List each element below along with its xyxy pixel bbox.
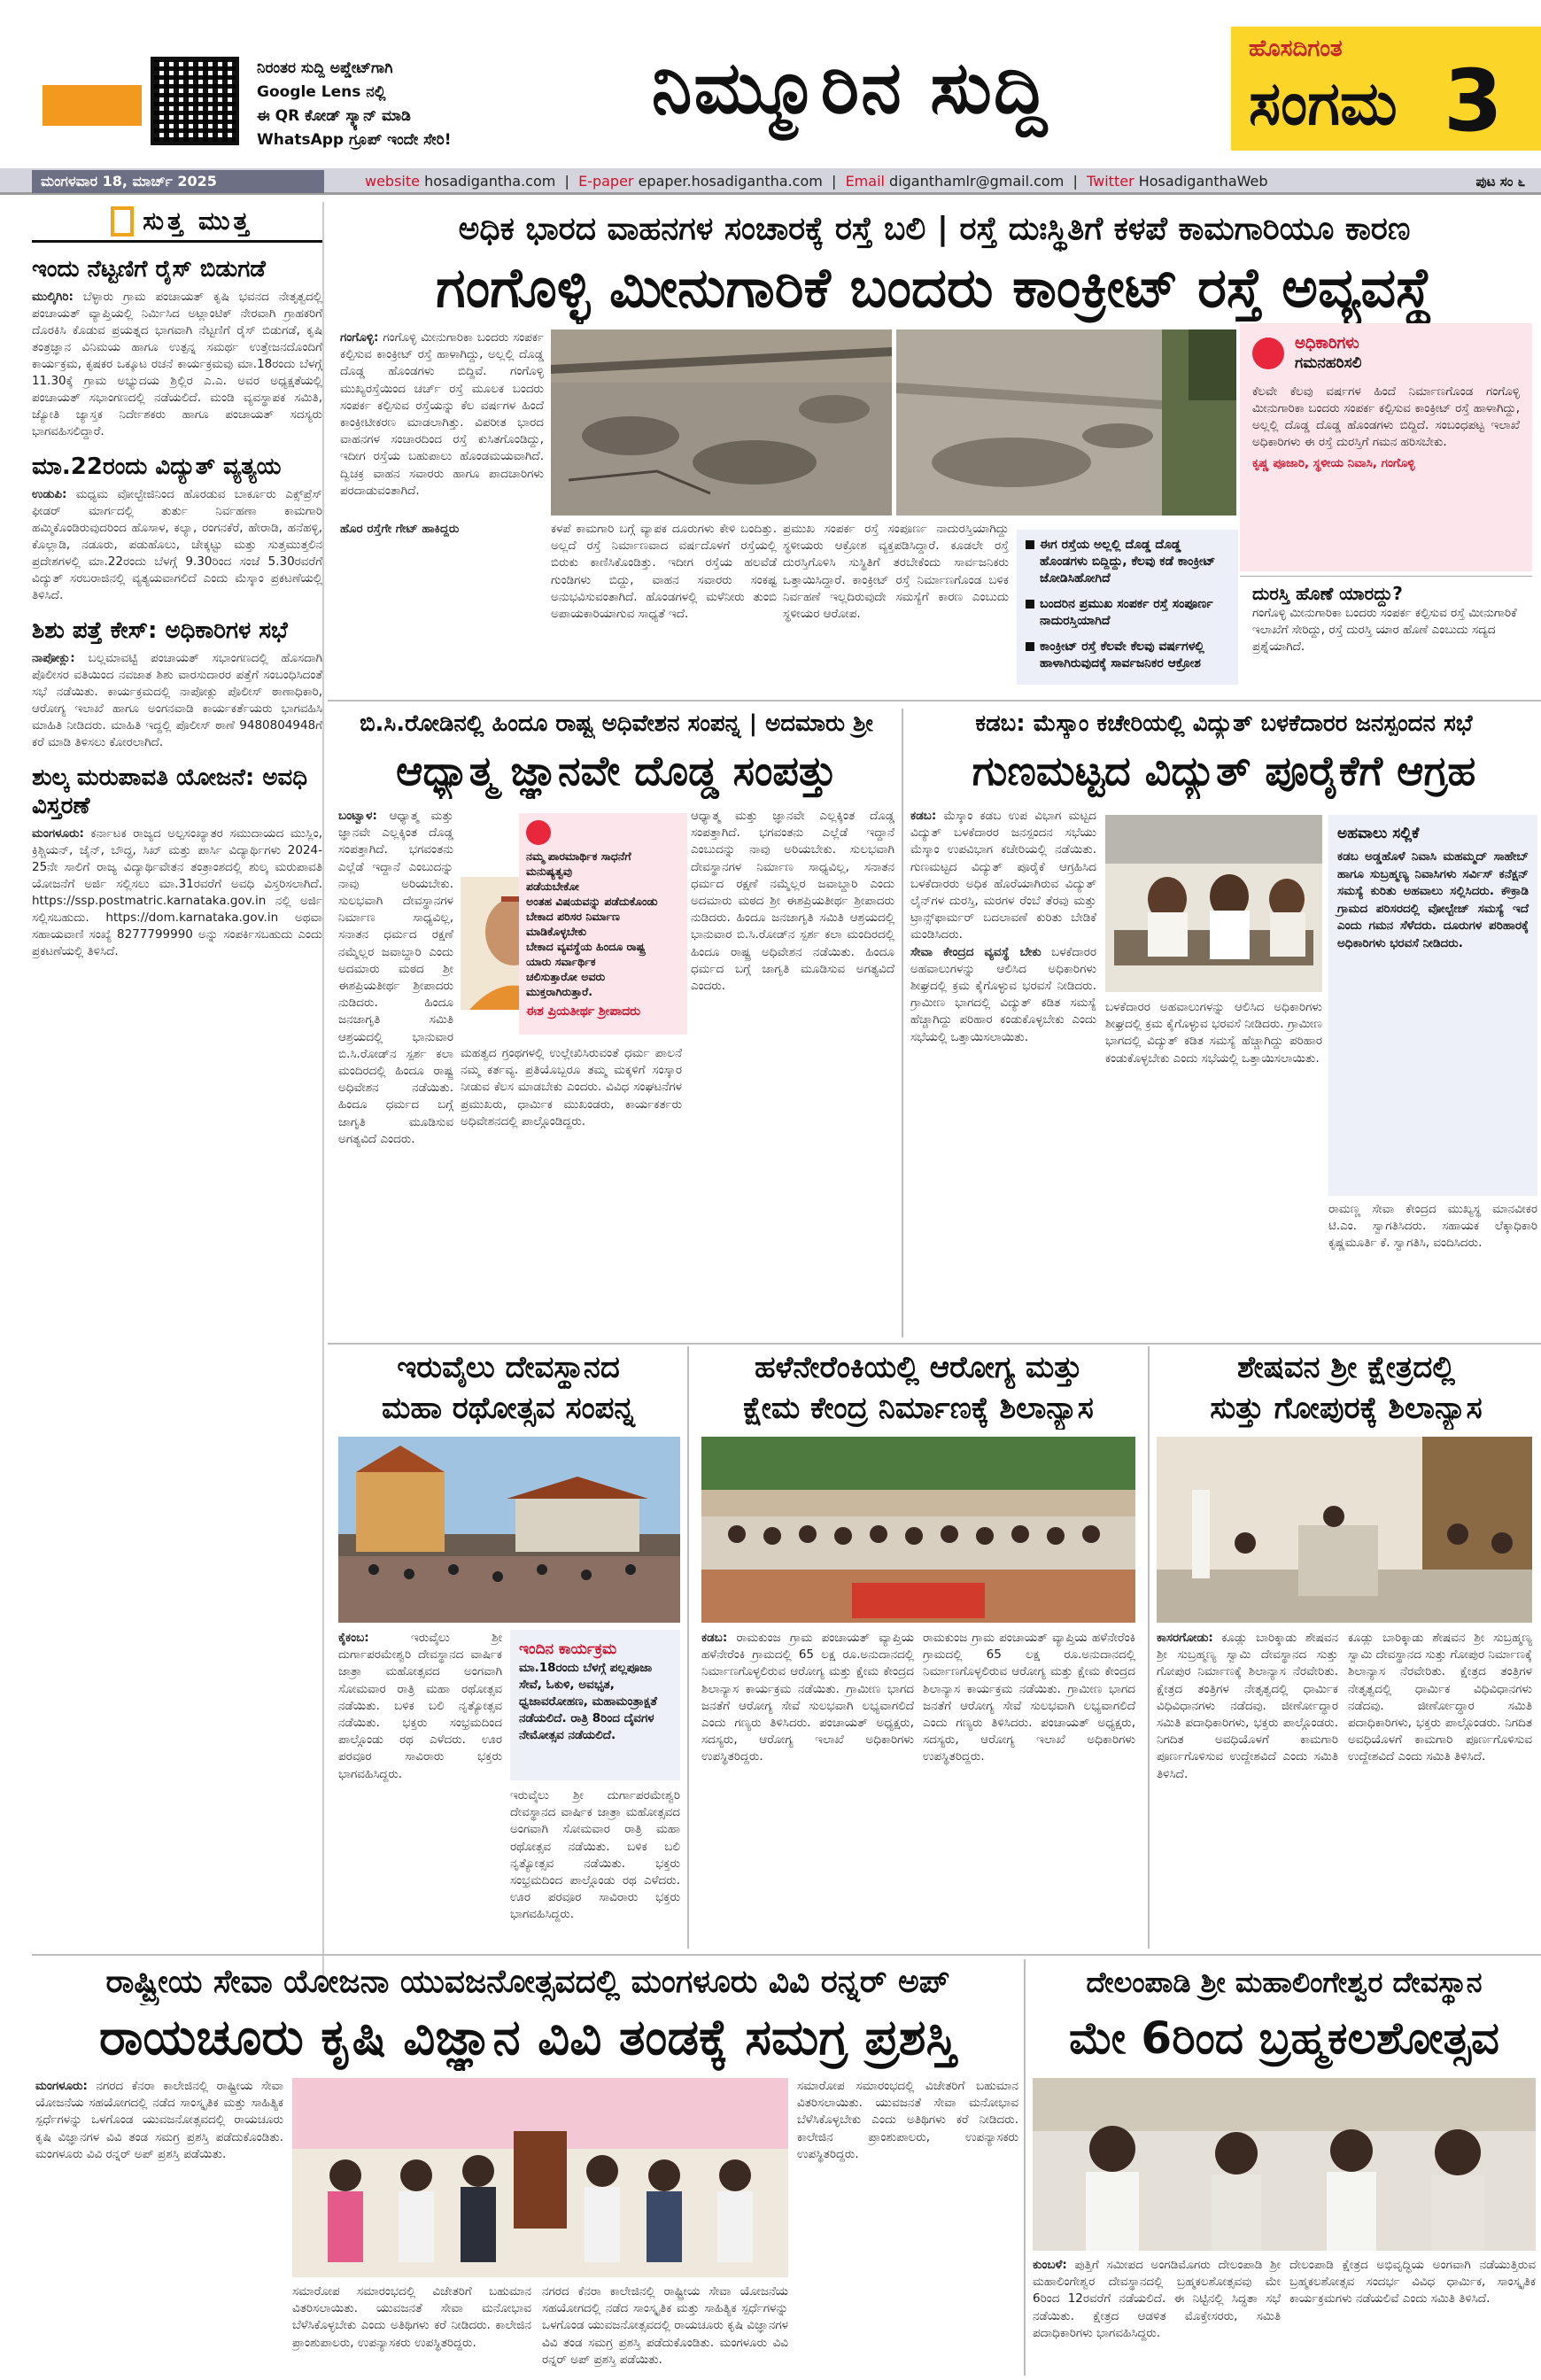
- page-number: 3: [1444, 51, 1503, 151]
- promo-line: ಈ QR ಕೋಡ್ ಸ್ಕ್ಯಾನ್ ಮಾಡಿ: [257, 107, 411, 125]
- raichur-kicker: ರಾಷ್ಟ್ರೀಯ ಸೇವಾ ಯೋಜನಾ ಯುವಜನೋತ್ಸವದಲ್ಲಿ ಮಂಗಳೂರು ವಿವಿ ರನ್ನರ್ ಅಪ್: [105, 1964, 950, 2000]
- quote-signature: ಈಶ ಪ್ರಿಯತೀರ್ಥ ಶ್ರೀಪಾದರು: [526, 1004, 641, 1019]
- seer-quote: [526, 849, 680, 999]
- section-name: ಸಂಗಮ: [1249, 69, 1398, 139]
- quote-line: ನಮ್ಮ ಪಾರಮಾರ್ಥಿಕ ಸಾಧನೆಗೆ ಮನುಷ್ಯತ್ವವು: [526, 849, 631, 878]
- complaints-title: ಅಹವಾಲು ಸಲ್ಲಿಕೆ: [1337, 825, 1420, 842]
- mescom-meeting-photo: [1105, 815, 1322, 992]
- iruvail-headline-1[interactable]: ಇರುವೈಲು ದೇವಸ್ಥಾನದ: [397, 1350, 620, 1385]
- promo-line: ನಿರಂತರ ಸುದ್ದಿ ಅಪ್ಡೇಟ್‌ಗಾಗಿ: [257, 59, 393, 77]
- raichur-column-2: ಸಮಾರೋಪ ಸಮಾರಂಭದಲ್ಲಿ ವಿಜೇತರಿಗೆ ಬಹುಮಾನ ವಿತರಿಸಲಾಯಿತು. ಯುವಜನತೆ ಸೇವಾ ಮನೋಭಾವ ಬೆಳೆಸಿಕೊಳ್ಳಬೇಕು ಎಂದು ಅತಿಥಿಗಳು ಕರೆ ನೀಡಿದರು. ಕಾಲೇಜಿನ ಪ್ರಾಂಶುಪಾಲರು, ಉಪನ್ಯಾಸಕರು ಉಪಸ್ಥಿತರಿದ್ದರು.: [292, 2284, 531, 2350]
- email-link[interactable]: diganthamlr@gmail.com: [889, 173, 1065, 190]
- bc-road-column-1: [338, 808, 453, 1339]
- quote-line: ಬೇಕಾದ ಪರಿಸರ ನಿರ್ಮಾಣ: [526, 910, 620, 923]
- officials-box-title-2: ಗಮನಹರಿಸಲಿ: [1295, 354, 1362, 372]
- left-story-body: [32, 486, 322, 604]
- masthead: [0, 0, 1541, 168]
- quote-line: ಚಲಿಸುತ್ತಾರೋ ಅವರು: [526, 970, 606, 983]
- left-story-body: [32, 650, 322, 751]
- highlight-item: ಕಾಂಕ್ರೀಟ್ ರಸ್ತೆ ಕೆಲವೇ ಕೆಲವು ವರ್ಷಗಳಲ್ಲಿ ಹಾಳಾಗಿರುವುದಕ್ಕೆ ಸಾರ್ವಜನಿಕರ ಆಕ್ರೋಶ: [1026, 639, 1229, 672]
- bc-road-column-2: ಮಹತ್ವದ ಗ್ರಂಥಗಳಲ್ಲಿ ಉಲ್ಲೇಖಿಸಿರುವಂತೆ ಧರ್ಮ ಪಾಲನೆ ನಮ್ಮ ಕರ್ತವ್ಯ. ಪ್ರತಿಯೊಬ್ಬರೂ ತಮ್ಮ ಮಕ್ಕಳಿಗೆ ಸಂಸ್ಕಾರ ನೀಡುವ ಕೆಲಸ ಮಾಡಬೇಕು ಎಂದರು. ವಿವಿಧ ಸಂಘಟನೆಗಳ ಪ್ರಮುಖರು, ಧಾರ್ಮಿಕ ಮುಖಂಡರು, ಕಾರ್ಯಕರ್ತರು ಅಧಿವೇಶನದಲ್ಲಿ ಪಾಲ್ಗೊಂಡಿದ್ದರು.: [461, 1046, 682, 1128]
- top-story-column-3: ಪ್ರಮುಖ ಸಂಪರ್ಕ ರಸ್ತೆ ಸಂಪೂರ್ಣ ನಾದುರಸ್ತಿಯಾಗಿದ್ದು ಸ್ಥಳೀಯರು ಆಕ್ರೋಶ ವ್ಯಕ್ತಪಡಿಸಿದ್ದಾರೆ. ಕೂಡಲೇ ರಸ್ತೆ ದುರಸ್ತಿಗೊಳಿಸಿ ಸುಸ್ಥಿತಿಗೆ ತರಬೇಕೆಂದು ಸಾರ್ವಜನಿಕರು ಒತ್ತಾಯಿಸಿದ್ದಾರೆ. ಕಾಂಕ್ರೀಟ್ ರಸ್ತೆ ನಿರ್ಮಾಣಗೊಂಡ ಬಳಿಕ ನಿರ್ವಹಣೆ ಇಲ್ಲದಿರುವುದೇ ಸಮಸ್ಯೆಗೆ ಕಾರಣ ಎಂಬುದು ಸ್ಥಳೀಯರ ಆರೋಪ.: [783, 522, 1009, 622]
- left-story-headline[interactable]: ಮಾ.22ರಂದು ವಿದ್ಯುತ್ ವ್ಯತ್ಯಯ: [32, 454, 282, 480]
- iruvail-headline-2[interactable]: ಮಹಾ ರಥೋತ್ಸವ ಸಂಪನ್ನ: [382, 1391, 635, 1426]
- officials-box-title: ಅಧಿಕಾರಿಗಳು: [1295, 334, 1359, 353]
- pages-tag: ಪುಟ ಸಂ ೬: [1475, 174, 1525, 190]
- divider: [1024, 1959, 1026, 2376]
- kadaba-complaints-box: [1328, 815, 1537, 1196]
- award-ceremony-photo: [292, 2078, 788, 2277]
- divider: [1148, 1346, 1150, 1949]
- whatsapp-promo: [257, 57, 487, 152]
- kadaba-subhead: ಸೇವಾ ಕೇಂದ್ರದ ವ್ಯವಸ್ಥೆ ಬೇಕು: [910, 944, 1042, 959]
- road-damage-photo-2: [896, 329, 1236, 516]
- paper-logo: ಹೊಸದಿಗಂತ: [1249, 35, 1343, 62]
- bc-road-column-3: ಆಧ್ಯಾತ್ಮ ಮತ್ತು ಜ್ಞಾನವೇ ಎಲ್ಲಕ್ಕಿಂತ ದೊಡ್ಡ ಸಂಪತ್ತಾಗಿದೆ. ಭಗವಂತನು ಎಲ್ಲೆಡೆ ಇದ್ದಾನೆ ಎಂಬುದನ್ನು ನಾವು ಅರಿಯಬೇಕು. ಸುಲಭವಾಗಿ ದೇವಸ್ಥಾನಗಳ ನಿರ್ಮಾಣ ಸಾಧ್ಯವಿಲ್ಲ, ಸನಾತನ ಧರ್ಮದ ರಕ್ಷಣೆ ನಮ್ಮೆಲ್ಲರ ಜವಾಬ್ದಾರಿ ಎಂದು ಅದಮಾರು ಮಠದ ಶ್ರೀ ಈಶಪ್ರಿಯತೀರ್ಥ ಶ್ರೀಪಾದರು ನುಡಿದರು. ಹಿಂದೂ ಜನಜಾಗೃತಿ ಸಮಿತಿ ಆಶ್ರಯದಲ್ಲಿ ಭಾನುವಾರ ಬಿ.ಸಿ.ರೋಡ್‌ನ ಸ್ಪರ್ಶ ಕಲಾ ಮಂದಿರದಲ್ಲಿ ಹಿಂದೂ ರಾಷ್ಟ್ರ ಅಧಿವೇಶನ ನಡೆಯಿತು. ಹಿಂದೂ ಧರ್ಮದ ಬಗ್ಗೆ ಜಾಗೃತಿ ಮೂಡಿಸುವ ಅಗತ್ಯವಿದೆ ಎಂದರು.: [691, 809, 894, 994]
- qr-code-icon[interactable]: [151, 57, 239, 145]
- twitter-link[interactable]: HosadiganthaWeb: [1138, 173, 1268, 190]
- temple-foundation-photo: [1157, 1437, 1532, 1623]
- top-story-column-1b: [340, 521, 544, 689]
- twitter-label: Twitter: [1087, 173, 1134, 190]
- kadaba-footer: ರಾಮಣ್ಣ ಸೇವಾ ಕೇಂದ್ರದ ಮುಖ್ಯಸ್ಥ ಮಾನವೀಕರ ಟಿ.ಎಂ. ಸ್ವಾಗತಿಸಿದರು. ಸಹಾಯಕ ಲೆಕ್ಕಾಧಿಕಾರಿ ಕೃಷ್ಣಮೂರ್ತಿ ಕೆ. ಸ್ವಾಗತಿಸಿ, ವಂದಿಸಿದರು.: [1328, 1202, 1537, 1251]
- divider: [687, 1346, 689, 1949]
- quote-dot-icon: [526, 820, 551, 845]
- promo-line: Google Lens ನಲ್ಲಿ: [257, 83, 386, 101]
- inline-subhead: ಹೊರ ರಸ್ತೆಗೇ ಗೇಟ್ ಹಾಕಿದ್ದರು: [340, 522, 460, 536]
- story-text: ರಾಮಕುಂಜ ಗ್ರಾಮ ಪಂಚಾಯತ್ ವ್ಯಾಪ್ತಿಯ ಹಳೆನೇರೆಂಕಿ ಗ್ರಾಮದಲ್ಲಿ 65 ಲಕ್ಷ ರೂ.ಅನುದಾನದಲ್ಲಿ ನಿರ್ಮಾಣಗೊಳ್ಳಲಿರುವ ಆರೋಗ್ಯ ಮತ್ತು ಕ್ಷೇಮ ಕೇಂದ್ರದ ಶಿಲಾನ್ಯಾಸ ಕಾರ್ಯಕ್ರಮ ನಡೆಯಿತು. ಗ್ರಾಮೀಣ ಭಾಗದ ಜನತೆಗೆ ಆರೋಗ್ಯ ಸೇವೆ ಸುಲಭವಾಗಿ ಲಭ್ಯವಾಗಲಿದೆ ಎಂದು ಗಣ್ಯರು ತಿಳಿಸಿದರು. ಪಂಚಾಯತ್ ಅಧ್ಯಕ್ಷರು, ಸದಸ್ಯರು, ಆರೋಗ್ಯ ಇಲಾಖೆ ಅಧಿಕಾರಿಗಳು ಉಪಸ್ಥಿತರಿದ್ದರು.: [701, 1631, 914, 1764]
- raichur-column-3: ನಗರದ ಕೆನರಾ ಕಾಲೇಜಿನಲ್ಲಿ ರಾಷ್ಟ್ರೀಯ ಸೇವಾ ಯೋಜನೆಯ ಸಹಯೋಗದಲ್ಲಿ ನಡೆದ ಸಾಂಸ್ಕೃತಿಕ ಮತ್ತು ಸಾಹಿತ್ಯಿಕ ಸ್ಪರ್ಧೆಗಳನ್ನು ಒಳಗೊಂಡ ಯುವಜನೋತ್ಸವದಲ್ಲಿ ರಾಯಚೂರು ಕೃಷಿ ವಿಜ್ಞಾನಗಳ ವಿವಿ ತಂಡ ಸಮಗ್ರ ಪ್ರಶಸ್ತಿ ಪಡೆದುಕೊಂಡಿತು. ಮಂಗಳೂರು ವಿವಿ ರನ್ನರ್ ಅಪ್ ಪ್ರಶಸ್ತಿ ಪಡೆಯಿತು.: [542, 2284, 788, 2367]
- officials-box-body: ಕೆಲವೇ ಕೆಲವು ವರ್ಷಗಳ ಹಿಂದೆ ನಿರ್ಮಾಣಗೊಂಡ ಗಂಗೊಳ್ಳಿ ಮೀನುಗಾರಿಕಾ ಬಂದರು ಸಂಪರ್ಕ ಕಲ್ಪಿಸುವ ಕಾಂಕ್ರೀಟ್ ರಸ್ತೆ ಹಾಳಾಗಿದ್ದು, ಅಲ್ಲಲ್ಲಿ ದೊಡ್ಡ ದೊಡ್ಡ ಹೊಂಡಗಳು ಬಿದ್ದಿದೆ. ಸಂಬಂಧಪಟ್ಟ ಇಲಾಖೆ ಅಧಿಕಾರಿಗಳು ಈ ರಸ್ತೆ ದುರಸ್ತಿಗೆ ಗಮನ ಹರಿಸಬೇಕು.: [1252, 384, 1520, 449]
- column-header: [32, 202, 322, 243]
- dateline: ಕಡಬ:: [910, 809, 937, 823]
- divider: [328, 1343, 1541, 1345]
- temple-committee-photo: [1033, 2078, 1536, 2251]
- dateline: ಕೈಕಂಬ:: [338, 1631, 369, 1645]
- left-story-headline[interactable]: ಶುಲ್ಕ ಮರುಪಾವತಿ ಯೋಜನೆ: ಅವಧಿ ವಿಸ್ತರಣೆ: [32, 764, 307, 819]
- question-head: ದುರಸ್ತಿ ಹೊಣೆ ಯಾರದ್ದು?: [1252, 583, 1403, 604]
- left-story-body: [32, 826, 322, 960]
- delampadi-kicker: ದೇಲಂಪಾಡಿ ಶ್ರೀ ಮಹಾಲಿಂಗೇಶ್ವರ ದೇವಸ್ಥಾನ: [1086, 1965, 1483, 1999]
- left-story-headline[interactable]: ಇಂದು ನೆಟ್ಟಣಿಗೆ ರೈಸ್ ಬಿಡುಗಡೆ: [32, 256, 266, 283]
- dateline: ಕಾಸರಗೋಡು:: [1157, 1631, 1213, 1645]
- sheshavana-column-1: [1157, 1630, 1338, 1949]
- highlight-item: ಬಂದರಿನ ಪ್ರಮುಖ ಸಂಪರ್ಕ ರಸ್ತೆ ಸಂಪೂರ್ಣ ನಾದುರಸ್ತಿಯಾಗಿದೆ: [1026, 596, 1229, 630]
- story-text: ಬಲ್ಲಮಾವಟ್ಟಿ ಪಂಚಾಯತ್ ಸಭಾಂಗಣದಲ್ಲಿ ಹೊಸದಾಗಿ ಪೊಲೀಸರ ವತಿಯಿಂದ ನವಜಾತ ಶಿಶು ವಾರಸುದಾರರ ಪತ್ತೆಗೆ ಸಂಬಂಧಿಸಿದಂತೆ ಸಭೆ ನಡೆಯಿತು. ಕಾರ್ಯಕ್ರಮದಲ್ಲಿ ನಾಪೋಕ್ಲು ಪೊಲೀಸ್ ಠಾಣಾಧಿಕಾರಿ, ಆರೋಗ್ಯ ಇಲಾಖೆ ಹಾಗೂ ಅಂಗನವಾಡಿ ಕಾರ್ಯಕರ್ತೆಯರು ಭಾಗವಹಿಸಿ ಮಾಹಿತಿ ನೀಡಿದರು. ಮಾಹಿತಿ ಇದ್ದಲ್ಲಿ ಪೊಲೀಸ್ ಠಾಣೆ 9480804948ಗೆ ಕರೆ ಮಾಡಿ ತಿಳಿಸಲು ಕೋರಲಾಗಿದೆ.: [32, 651, 322, 749]
- story-text: ಕರ್ನಾಟಕ ರಾಜ್ಯದ ಅಲ್ಪಸಂಖ್ಯಾತರ ಸಮುದಾಯದ ಮುಸ್ಲಿಂ, ಕ್ರಿಶ್ಚಿಯನ್, ಜೈನ್, ಬೌದ್ಧ, ಸಿಖ್ ಮತ್ತು ಪಾರ್ಸಿ ವಿದ್ಯಾರ್ಥಿಗಳು 2024-25ನೇ ಸಾಲಿಗೆ ರಾಜ್ಯ ವಿದ್ಯಾರ್ಥಿವೇತನ ತಂತ್ರಾಂಶದಲ್ಲಿ ಶುಲ್ಕ ಮರುಪಾವತಿ ಯೋಜನೆಗೆ ಅರ್ಜಿ ಸಲ್ಲಿಸಲು ಮಾ.31ರವರೆಗೆ ಅವಧಿ ವಿಸ್ತರಿಸಲಾಗಿದೆ. https://ssp.postmatric.karnataka.gov.in ನಲ್ಲಿ ಅರ್ಜಿ ಸಲ್ಲಿಸಬಹುದು. https://dom.karnataka.gov.in ಅಥವಾ ಸಹಾಯವಾಣಿ ಸಂಖ್ಯೆ 8277799990 ಅನ್ನು ಸಂಪರ್ಕಿಸಬಹುದು ಎಂದು ಪ್ರಕಟಣೆಯಲ್ಲಿ ತಿಳಿಸಿದೆ.: [32, 826, 322, 958]
- promo-line: WhatsApp ಗ್ರೂಪ್ ಇಂದೇ ಸೇರಿ!: [257, 131, 452, 149]
- column-header-label: ಸುತ್ತ ಮುತ್ತ: [143, 205, 252, 236]
- epaper-label: E-paper: [578, 173, 634, 190]
- officials-box-signature: ಕೃಷ್ಣ ಪೂಜಾರಿ, ಸ್ಥಳೀಯ ನಿವಾಸಿ, ಗಂಗೊಳ್ಳಿ: [1252, 456, 1415, 470]
- website-link[interactable]: hosadigantha.com: [424, 173, 556, 190]
- highlight-item: ಈಗ ರಸ್ತೆಯ ಅಲ್ಲಲ್ಲಿ ದೊಡ್ಡ ದೊಡ್ಡ ಹೊಂಡಗಳು ಬಿದ್ದಿದ್ದು, ಕೆಲವು ಕಡೆ ಕಾಂಕ್ರೀಟ್ ಜೋಡಿಸಿಹೋಗಿದೆ: [1026, 537, 1229, 587]
- story-text: ಆಧ್ಯಾತ್ಮ ಮತ್ತು ಜ್ಞಾನವೇ ಎಲ್ಲಕ್ಕಿಂತ ದೊಡ್ಡ ಸಂಪತ್ತಾಗಿದೆ. ಭಗವಂತನು ಎಲ್ಲೆಡೆ ಇದ್ದಾನೆ ಎಂಬುದನ್ನು ನಾವು ಅರಿಯಬೇಕು. ಸುಲಭವಾಗಿ ದೇವಸ್ಥಾನಗಳ ನಿರ್ಮಾಣ ಸಾಧ್ಯವಿಲ್ಲ, ಸನಾತನ ಧರ್ಮದ ರಕ್ಷಣೆ ನಮ್ಮೆಲ್ಲರ ಜವಾಬ್ದಾರಿ ಎಂದು ಅದಮಾರು ಮಠದ ಶ್ರೀ ಈಶಪ್ರಿಯತೀರ್ಥ ಶ್ರೀಪಾದರು ನುಡಿದರು. ಹಿಂದೂ ಜನಜಾಗೃತಿ ಸಮಿತಿ ಆಶ್ರಯದಲ್ಲಿ ಭಾನುವಾರ ಬಿ.ಸಿ.ರೋಡ್‌ನ ಸ್ಪರ್ಶ ಕಲಾ ಮಂದಿರದಲ್ಲಿ ಹಿಂದೂ ರಾಷ್ಟ್ರ ಅಧಿವೇಶನ ನಡೆಯಿತು. ಹಿಂದೂ ಧರ್ಮದ ಬಗ್ಗೆ ಜಾಗೃತಿ ಮೂಡಿಸುವ ಅಗತ್ಯವಿದೆ ಎಂದರು.: [338, 809, 453, 1146]
- delampadi-column-1: [1033, 2257, 1281, 2372]
- orange-accent-bar: [43, 85, 142, 126]
- officials-attention-box: [1240, 323, 1532, 571]
- contact-links: website hosadigantha.com | E-paper epaper.hosadigantha.com | Email diganthamlr@gmail.com | Twitter HosadiganthaWeb: [365, 173, 1268, 190]
- story-text: ನಗರದ ಕೆನರಾ ಕಾಲೇಜಿನಲ್ಲಿ ರಾಷ್ಟ್ರೀಯ ಸೇವಾ ಯೋಜನೆಯ ಸಹಯೋಗದಲ್ಲಿ ನಡೆದ ಸಾಂಸ್ಕೃತಿಕ ಮತ್ತು ಸಾಹಿತ್ಯಿಕ ಸ್ಪರ್ಧೆಗಳನ್ನು ಒಳಗೊಂಡ ಯುವಜನೋತ್ಸವದಲ್ಲಿ ರಾಯಚೂರು ಕೃಷಿ ವಿಜ್ಞಾನಗಳ ವಿವಿ ತಂಡ ಸಮಗ್ರ ಪ್ರಶಸ್ತಿ ಪಡೆದುಕೊಂಡಿತು. ಮಂಗಳೂರು ವಿವಿ ರನ್ನರ್ ಅಪ್ ಪ್ರಶಸ್ತಿ ಪಡೆಯಿತು.: [35, 2079, 283, 2161]
- quote-line: ಅಂತಹ ವಿಷಯವನ್ನು ಪಡೆದುಕೊಂಡು: [526, 895, 658, 908]
- left-story-body: [32, 289, 322, 440]
- halenerenki-column-1: [701, 1630, 914, 1949]
- story-text: ಮಧ್ಯಮ ವೋಲ್ಟೇಜಿನಿಂದ ಹೊರಡುವ ಬಾರ್ಕೂರು ಎಕ್ಸ್‌ಪ್ರೆಸ್ ಫೀಡರ್ ಮಾರ್ಗದಲ್ಲಿ ತುರ್ತು ನಿರ್ವಹಣಾ ಕಾಮಗಾರಿ ಹಮ್ಮಿಕೊಂಡಿರುವುದರಿಂದ ಹೊಸಾಳ, ಕಲ್ಯಾ, ರಂಗನಕೆರೆ, ಹೇರಾಡಿ, ಹನೆಹಳ್ಳಿ, ಕೊಲ್ಲಾಡಿ, ನಡೂರು, ಪಡುಹೊಲು, ಚೇಕ್ಕಟ್ಟು ಮತ್ತು ಸುತ್ತಮುತ್ತಲಿನ ಪ್ರದೇಶಗಳಲ್ಲಿ ಮಾ.22ರಂದು ಬೆಳಗ್ಗೆ 9.30ರಿಂದ ಸಂಜೆ 5.30ರವರೆಗೆ ವಿದ್ಯುತ್ ಸರಬರಾಜಿನಲ್ಲಿ ವ್ಯತ್ಯಯವಾಗಲಿದೆ ಎಂದು ಮೆಸ್ಕಾಂ ಪ್ರಕಟಣೆಯಲ್ಲಿ ತಿಳಿಸಿದೆ.: [32, 487, 323, 602]
- dateline: ಕುಂಬಳೆ:: [1033, 2258, 1067, 2272]
- quote-line: ಯಾರು ಸರ್ವಾರ್ಥಿಕ: [526, 955, 596, 968]
- delampadi-column-2: ದೇಲಂಪಾಡಿ ಕ್ಷೇತ್ರದ ಅಭಿವೃದ್ಧಿಯ ಅಂಗವಾಗಿ ನಡೆಯುತ್ತಿರುವ ಬ್ರಹ್ಮಕಲಶೋತ್ಸವ ಸಂದರ್ಭ ವಿವಿಧ ಧಾರ್ಮಿಕ, ಸಾಂಸ್ಕೃತಿಕ ಕಾರ್ಯಕ್ರಮಗಳು ನಡೆಯಲಿವೆ ಎಂದು ಸಮಿತಿ ತಿಳಿಸಿದೆ.: [1289, 2258, 1536, 2306]
- kadaba-headline[interactable]: ಗುಣಮಟ್ಟದ ವಿದ್ಯುತ್ ಪೂರೈಕೆಗೆ ಆಗ್ರಹ: [972, 747, 1476, 795]
- quote-line: ಮುಕ್ತರಾಗಿರುತ್ತಾರೆ.: [526, 985, 592, 998]
- raichur-headline[interactable]: ರಾಯಚೂರು ಕೃಷಿ ವಿಜ್ಞಾನ ವಿವಿ ತಂಡಕ್ಕೆ ಸಮಗ್ರ ಪ್ರಶಸ್ತಿ: [99, 2009, 956, 2066]
- story-text: ಮೆಸ್ಕಾಂ ಕಡಬ ಉಪ ವಿಭಾಗ ಮಟ್ಟದ ವಿದ್ಯುತ್ ಬಳಕೆದಾರರ ಜನಸ್ಪಂದನ ಸಭೆಯು ಮೆಸ್ಕಾಂ ಉಪವಿಭಾಗ ಕಚೇರಿಯಲ್ಲಿ ನಡೆಯಿತು. ಗುಣಮಟ್ಟದ ವಿದ್ಯುತ್ ಪೂರೈಕೆ ಆಗ್ರಹಿಸಿದ ಬಳಕೆದಾರರು ಅಧಿಕ ಹೊರೆಯಾಗಿರುವ ವಿದ್ಯುತ್ ಲೈನ್‌ಗಳ ದುರಸ್ತಿ, ಮರಗಳ ರೆಂಬೆ ತೆರವು ಮತ್ತು ಟ್ರಾನ್ಸ್‌ಫಾರ್ಮರ್ ಬದಲಾವಣೆ ಕುರಿತು ಬೇಡಿಕೆ ಮಂಡಿಸಿದರು.: [910, 809, 1096, 942]
- left-column: [32, 202, 324, 1982]
- story-text: ಬೆಳ್ಳಾರು ಗ್ರಾಮ ಪಂಚಾಯತ್ ಕೃಷಿ ಭವನದ ನೇತೃತ್ವದಲ್ಲಿ ಪಂಚಾಯತ್ ವ್ಯಾಪ್ತಿಯಲ್ಲಿ ನಿರ್ಮಿಸಿದ ಅಟ್ಲಾಂಟಿಕ್ ನೇರವಾಗಿ ಗ್ರಾಹಕರಿಗೆ ದೊರಕಿಸಿ ಕೊಡುವ ಪ್ರಯತ್ನದ ಭಾಗವಾಗಿ ನೆಟ್ಟಣಿಗೆ ರೈಸ್ ಬಿಡುಗಡೆ, ಕೃಷಿ ತಂತ್ರಜ್ಞಾನ ವಿನಿಮಯ ಹಾಗೂ ಉತ್ಪನ್ನ ಸಮರ್ಥ ಉತ್ತೇಜನದೊಂದಿಗೆ ಕಾರ್ಯಕ್ರಮ, ಕೃಷಕರ ಒಕ್ಕೂಟ ರಚನೆ ಕಾರ್ಯಕ್ರಮವು ಮಾ.18ರಂದು ಬೆಳಗ್ಗೆ 11.30ಕ್ಕೆ ಗ್ರಾಮ ಅಭ್ಯುದಯ ಶ್ರಿಲ್ಲಿರ ಎ.ಎ. ಅವರ ಅಧ್ಯಕ್ಷತೆಯಲ್ಲಿ ಪಂಚಾಯತ್ ಸಭಾಂಗಣದಲ್ಲಿ ನಡೆಯಲಿದೆ. ಮಂಡಿ ವ್ಯವಸ್ಥಾಪಕ ಸಮಿತಿ, ಜ್ಯೋತಿ ಜ್ಯಾಸ್ತಕ ನಿರ್ದೇಶಕರು ಹಾಗೂ ಪಂಚಾಯತ್ ಸದಸ್ಯರು ಭಾಗವಹಿಸಲಿದ್ದಾರೆ.: [32, 290, 323, 438]
- delampadi-headline[interactable]: ಮೇ 6ರಿಂದ ಬ್ರಹ್ಮಕಲಶೋತ್ಸವ: [1069, 2012, 1499, 2064]
- dateline: ಕಡಬ:: [701, 1631, 728, 1645]
- email-label: Email: [845, 173, 885, 190]
- website-label: website: [365, 173, 420, 190]
- quote-line: ಪಡೆಯಬೇಕೋ: [526, 880, 579, 893]
- dateline: ಮುಲ್ಕಿಗಿರಿ:: [32, 290, 74, 304]
- todays-events-box: [510, 1630, 680, 1780]
- divider: [902, 709, 903, 1337]
- seer-quote-box: [519, 813, 687, 1035]
- halenerenki-headline-2[interactable]: ಕ್ಷೇಮ ಕೇಂದ್ರ ನಿರ್ಮಾಣಕ್ಕೆ ಶಿಲಾನ್ಯಾಸ: [743, 1391, 1094, 1426]
- top-story-headline[interactable]: ಗಂಗೊಳ್ಳಿ ಮೀನುಗಾರಿಕೆ ಬಂದರು ಕಾಂಕ್ರೀಟ್ ರಸ್ತೆ ಅವ್ಯವಸ್ಥೆ: [436, 255, 1433, 320]
- events-body: ಮಾ.18ರಂದು ಬೆಳಗ್ಗೆ ಪಲ್ಲಪೂಜಾ ಸೇವೆ, ಓಕುಳಿ, ಅವಭೃತ, ಧ್ವಜಾವರೋಹಣ, ಮಹಾಮಂತ್ರಾಕ್ಷತೆ ನಡೆಯಲಿದೆ. ರಾತ್ರಿ 8ರಿಂದ ದೈವಗಳ ನೇಮೋತ್ಸವ ನಡೆಯಲಿದೆ.: [519, 1661, 657, 1742]
- sheshavana-headline-1[interactable]: ಶೇಷವನ ಶ್ರೀ ಕ್ಷೇತ್ರದಲ್ಲಿ: [1236, 1350, 1456, 1385]
- dateline: ಮಂಗಳೂರು:: [35, 2079, 88, 2093]
- sheshavana-headline-2[interactable]: ಸುತ್ತು ಗೋಪುರಕ್ಕೆ ಶಿಲಾನ್ಯಾಸ: [1210, 1391, 1483, 1426]
- story-text: ಗಂಗೊಳ್ಳಿ ಮೀನುಗಾರಿಕಾ ಬಂದರು ಸಂಪರ್ಕ ಕಲ್ಪಿಸುವ ಕಾಂಕ್ರೀಟ್ ರಸ್ತೆ ಹಾಳಾಗಿದ್ದು, ಅಲ್ಲಲ್ಲಿ ದೊಡ್ಡ ದೊಡ್ಡ ಹೊಂಡಗಳು ಬಿದ್ದಿವೆ. ಗಂಗೊಳ್ಳಿ ಮುಖ್ಯರಸ್ತೆಯಿಂದ ಚರ್ಚ್ ರಸ್ತೆ ಮೂಲಕ ಬಂದರು ಸಂಪರ್ಕ ಕಲ್ಪಿಸುವ ರಸ್ತೆಯನ್ನು ಕೆಲ ವರ್ಷಗಳ ಹಿಂದೆ ಕಾಂಕ್ರೀಟೀಕರಣ ಮಾಡಲಾಗಿತ್ತು. ವಿಪರೀತ ಭಾರದ ವಾಹನಗಳ ಸಂಚಾರದಿಂದ ರಸ್ತೆ ಕುಸಿತಗೊಂಡಿದ್ದು, ಇದೀಗ ರಸ್ತೆಯ ಬಹುಪಾಲು ಹೊಂಡಮಯವಾಗಿದೆ. ದ್ವಿಚಕ್ರ ವಾಹನ ಸವಾರರು ಹಾಗೂ ಪಾದಚಾರಿಗಳು ಪರದಾಡುವಂತಾಗಿದೆ.: [340, 330, 544, 498]
- top-story-highlights: [1017, 530, 1238, 685]
- events-title: ಇಂದಿನ ಕಾರ್ಯಕ್ರಮ: [519, 1640, 617, 1658]
- halenerenki-headline-1[interactable]: ಹಳೆನೇರೆಂಕಿಯಲ್ಲಿ ಆರೋಗ್ಯ ಮತ್ತು: [755, 1350, 1082, 1385]
- question-body: ಗಂಗೊಳ್ಳಿ ಮೀನುಗಾರಿಕಾ ಬಂದರು ಸಂಪರ್ಕ ಕಲ್ಪಿಸುವ ರಸ್ತೆ ಮೀನುಗಾರಿಕೆ ಇಲಾಖೆಗೆ ಸೇರಿದ್ದು, ರಸ್ತೆ ದುರಸ್ತಿ ಯಾರ ಹೊಣೆ ಎಂಬುದು ಸದ್ಯದ ಪ್ರಶ್ನೆಯಾಗಿದೆ.: [1252, 606, 1517, 654]
- left-story-headline[interactable]: ಶಿಶು ಪತ್ತೆ ಕೇಸ್: ಅಧಿಕಾರಿಗಳ ಸಭೆ: [32, 617, 288, 644]
- road-damage-photo-1: [551, 329, 892, 516]
- quote-line: ಬೇಕಾದ ವ್ಯವಸ್ಥೆಯ ಹಿಂದೂ ರಾಷ್ಟ್ರ: [526, 940, 646, 953]
- dateline: ಬಂಟ್ವಾಳ:: [338, 809, 377, 823]
- page-brand-title: ನಿಮ್ಮೂರಿನ ಸುದ್ದಿ: [651, 46, 1049, 130]
- divider: [328, 700, 1541, 702]
- bc-road-kicker: ಬಿ.ಸಿ.ರೋಡಿನಲ್ಲಿ ಹಿಂದೂ ರಾಷ್ಟ್ರ ಅಧಿವೇಶನ ಸಂಪನ್ನ | ಅದಮಾರು ಶ್ರೀ: [360, 710, 873, 737]
- epaper-link[interactable]: epaper.hosadigantha.com: [638, 173, 823, 190]
- dateline: ಮಂಗಳೂರು:: [32, 826, 84, 841]
- brand-dot-icon: [1252, 337, 1284, 369]
- complaints-body: ಕಡಬ ಅಡ್ಡಹೊಳೆ ನಿವಾಸಿ ಮಹಮ್ಮದ್ ಸಾಹೇಬ್ ಹಾಗೂ ಸುಬ್ರಹ್ಮಣ್ಯ ನಿವಾಸಿಗಳು ಸರ್ವಿಸ್ ಕನೆಕ್ಷನ್ ಸಮಸ್ಯೆ ಕುರಿತು ಅಹವಾಲು ಸಲ್ಲಿಸಿದರು. ಕೌಕ್ರಾಡಿ ಗ್ರಾಮದ ಪರಿಸರದಲ್ಲಿ ವೋಲ್ಟೇಜ್ ಸಮಸ್ಯೆ ಇದೆ ಎಂದು ಗಮನ ಸೆಳೆದರು. ದೂರುಗಳ ಪರಿಹಾರಕ್ಕೆ ಅಧಿಕಾರಿಗಳು ಭರವಸೆ ನೀಡಿದರು.: [1337, 849, 1529, 950]
- repair-responsibility-box: [1240, 576, 1532, 682]
- bc-road-headline[interactable]: ಆಧ್ಯಾತ್ಮ ಜ್ಞಾನವೇ ದೊಡ್ಡ ಸಂಪತ್ತು: [396, 747, 837, 795]
- issue-date: ಮಂಗಳವಾರ 18, ಮಾರ್ಚ್ 2025: [32, 170, 324, 193]
- story-text: ಕೂಡ್ಲು ಬಾರಿಕ್ಕಾಡು ಶೇಷವನ ಶ್ರೀ ಸುಬ್ರಹ್ಮಣ್ಯ ಸ್ವಾಮಿ ದೇವಸ್ಥಾನದ ಸುತ್ತು ಗೋಪುರ ನಿರ್ಮಾಣಕ್ಕೆ ಶಿಲಾನ್ಯಾಸ ನೆರವೇರಿತು. ಕ್ಷೇತ್ರದ ತಂತ್ರಿಗಳ ನೇತೃತ್ವದಲ್ಲಿ ಧಾರ್ಮಿಕ ವಿಧಿವಿಧಾನಗಳು ನಡೆದವು. ಜೀರ್ಣೋದ್ಧಾರ ಸಮಿತಿ ಪದಾಧಿಕಾರಿಗಳು, ಭಕ್ತರು ಪಾಲ್ಗೊಂಡರು. ನಿಗದಿತ ಅವಧಿಯೊಳಗೆ ಕಾಮಗಾರಿ ಪೂರ್ಣಗೊಳಿಸುವ ಉದ್ದೇಶವಿದೆ ಎಂದು ಸಮಿತಿ ತಿಳಿಸಿದೆ.: [1157, 1631, 1338, 1781]
- story-text: ಬಳಕೆದಾರರ ಅಹವಾಲುಗಳನ್ನು ಆಲಿಸಿದ ಅಧಿಕಾರಿಗಳು ಶೀಘ್ರದಲ್ಲಿ ಕ್ರಮ ಕೈಗೊಳ್ಳುವ ಭರವಸೆ ನೀಡಿದರು. ಗ್ರಾಮೀಣ ಭಾಗದಲ್ಲಿ ವಿದ್ಯುತ್ ಕಡಿತ ಸಮಸ್ಯೆ ಹೆಚ್ಚಾಗಿದ್ದು ಪರಿಹಾರ ಕಂಡುಕೊಳ್ಳಬೇಕು ಎಂದು ಸಭೆಯಲ್ಲಿ ಒತ್ತಾಯಿಸಲಾಯಿತು.: [910, 944, 1096, 1044]
- raichur-column-1: [35, 2078, 283, 2370]
- divider: [32, 1954, 1541, 1956]
- halenerenki-column-2: ರಾಮಕುಂಜ ಗ್ರಾಮ ಪಂಚಾಯತ್ ವ್ಯಾಪ್ತಿಯ ಹಳೆನೇರೆಂಕಿ ಗ್ರಾಮದಲ್ಲಿ 65 ಲಕ್ಷ ರೂ.ಅನುದಾನದಲ್ಲಿ ನಿರ್ಮಾಣಗೊಳ್ಳಲಿರುವ ಆರೋಗ್ಯ ಮತ್ತು ಕ್ಷೇಮ ಕೇಂದ್ರದ ಶಿಲಾನ್ಯಾಸ ಕಾರ್ಯಕ್ರಮ ನಡೆಯಿತು. ಗ್ರಾಮೀಣ ಭಾಗದ ಜನತೆಗೆ ಆರೋಗ್ಯ ಸೇವೆ ಸುಲಭವಾಗಿ ಲಭ್ಯವಾಗಲಿದೆ ಎಂದು ಗಣ್ಯರು ತಿಳಿಸಿದರು. ಪಂಚಾಯತ್ ಅಧ್ಯಕ್ಷರು, ಸದಸ್ಯರು, ಆರೋಗ್ಯ ಇಲಾಖೆ ಅಧಿಕಾರಿಗಳು ಉಪಸ್ಥಿತರಿದ್ದರು.: [923, 1631, 1135, 1764]
- kadaba-kicker: ಕಡಬ: ಮೆಸ್ಕಾಂ ಕಚೇರಿಯಲ್ಲಿ ವಿದ್ಯುತ್ ಬಳಕೆದಾರರ ಜನಸ್ಪಂದನ ಸಭೆ: [975, 710, 1473, 737]
- quote-line: ಮಾಡಿಕೊಳ್ಳಬೇಕು: [526, 925, 587, 938]
- sheshavana-column-2: ಕೂಡ್ಲು ಬಾರಿಕ್ಕಾಡು ಶೇಷವನ ಶ್ರೀ ಸುಬ್ರಹ್ಮಣ್ಯ ಸ್ವಾಮಿ ದೇವಸ್ಥಾನದ ಸುತ್ತು ಗೋಪುರ ನಿರ್ಮಾಣಕ್ಕೆ ಶಿಲಾನ್ಯಾಸ ನೆರವೇರಿತು. ಕ್ಷೇತ್ರದ ತಂತ್ರಿಗಳ ನೇತೃತ್ವದಲ್ಲಿ ಧಾರ್ಮಿಕ ವಿಧಿವಿಧಾನಗಳು ನಡೆದವು. ಜೀರ್ಣೋದ್ಧಾರ ಸಮಿತಿ ಪದಾಧಿಕಾರಿಗಳು, ಭಕ್ತರು ಪಾಲ್ಗೊಂಡರು. ನಿಗದಿತ ಅವಧಿಯೊಳಗೆ ಕಾಮಗಾರಿ ಪೂರ್ಣಗೊಳಿಸುವ ಉದ್ದೇಶವಿದೆ ಎಂದು ಸಮಿತಿ ತಿಳಿಸಿದೆ.: [1348, 1631, 1532, 1764]
- iruvail-column-2: ಇರುವೈಲು ಶ್ರೀ ದುರ್ಗಾಪರಮೇಶ್ವರಿ ದೇವಸ್ಥಾನದ ವಾರ್ಷಿಕ ಜಾತ್ರಾ ಮಹೋತ್ಸವದ ಅಂಗವಾಗಿ ಸೋಮವಾರ ರಾತ್ರಿ ಮಹಾ ರಥೋತ್ಸವ ನಡೆಯಿತು. ಬಳಿಕ ಬಲಿ ನೃತ್ಯೋತ್ಸವ ನಡೆಯಿತು. ಭಕ್ತರು ಸಂಭ್ರಮದಿಂದ ಪಾಲ್ಗೊಂಡು ರಥ ಎಳೆದರು. ಊರ ಪರವೂರ ಸಾವಿರಾರು ಭಕ್ತರು ಭಾಗವಹಿಸಿದ್ದರು.: [510, 1788, 680, 1922]
- top-story-column-2: ಕಳಪೆ ಕಾಮಗಾರಿ ಬಗ್ಗೆ ವ್ಯಾಪಕ ದೂರುಗಳು ಕೇಳಿ ಬಂದಿತ್ತು. ಅಲ್ಲದೆ ರಸ್ತೆ ನಿರ್ಮಾಣವಾದ ವರ್ಷದೊಳಗೆ ರಸ್ತೆಯಲ್ಲಿ ಬಿರುಕು ಕಾಣಿಸಿಕೊಂಡಿತ್ತು. ಇದೀಗ ರಸ್ತೆಯ ಹಲವೆಡೆ ಗುಂಡಿಗಳು ಬಿದ್ದು, ವಾಹನ ಸವಾರರು ಸಂಕಷ್ಟ ಅನುಭವಿಸುವಂತಾಗಿದೆ. ಹೊಂಡಗಳಲ್ಲಿ ಮಳೆನೀರು ತುಂಬಿ ಅಪಾಯಕಾರಿಯಾಗುವ ಸಾಧ್ಯತೆ ಇದೆ.: [551, 522, 777, 622]
- bracket-icon: [111, 206, 134, 236]
- foundation-ceremony-photo: [701, 1437, 1135, 1623]
- kadaba-column-1: [910, 808, 1096, 1339]
- iruvail-column-1: [338, 1630, 502, 1949]
- top-story-kicker: ಅಧಿಕ ಭಾರದ ವಾಹನಗಳ ಸಂಚಾರಕ್ಕೆ ರಸ್ತೆ ಬಲಿ | ರಸ್ತೆ ದುಃಸ್ಥಿತಿಗೆ ಕಳಪೆ ಕಾಮಗಾರಿಯೂ ಕಾರಣ: [458, 211, 1411, 247]
- story-text: ಇರುವೈಲು ಶ್ರೀ ದುರ್ಗಾಪರಮೇಶ್ವರಿ ದೇವಸ್ಥಾನದ ವಾರ್ಷಿಕ ಜಾತ್ರಾ ಮಹೋತ್ಸವದ ಅಂಗವಾಗಿ ಸೋಮವಾರ ರಾತ್ರಿ ಮಹಾ ರಥೋತ್ಸವ ನಡೆಯಿತು. ಬಳಿಕ ಬಲಿ ನೃತ್ಯೋತ್ಸವ ನಡೆಯಿತು. ಭಕ್ತರು ಸಂಭ್ರಮದಿಂದ ಪಾಲ್ಗೊಂಡು ರಥ ಎಳೆದರು. ಊರ ಪರವೂರ ಸಾವಿರಾರು ಭಕ್ತರು ಭಾಗವಹಿಸಿದ್ದರು.: [338, 1631, 502, 1781]
- raichur-column-4: ಸಮಾರೋಪ ಸಮಾರಂಭದಲ್ಲಿ ವಿಜೇತರಿಗೆ ಬಹುಮಾನ ವಿತರಿಸಲಾಯಿತು. ಯುವಜನತೆ ಸೇವಾ ಮನೋಭಾವ ಬೆಳೆಸಿಕೊಳ್ಳಬೇಕು ಎಂದು ಅತಿಥಿಗಳು ಕರೆ ನೀಡಿದರು. ಕಾಲೇಜಿನ ಪ್ರಾಂಶುಪಾಲರು, ಉಪನ್ಯಾಸಕರು ಉಪಸ್ಥಿತರಿದ್ದರು.: [797, 2079, 1018, 2161]
- temple-festival-photo: [338, 1437, 680, 1623]
- dateline: ಉಡುಪಿ:: [32, 487, 67, 501]
- kadaba-column-2: ಬಳಕೆದಾರರ ಅಹವಾಲುಗಳನ್ನು ಆಲಿಸಿದ ಅಧಿಕಾರಿಗಳು ಶೀಘ್ರದಲ್ಲಿ ಕ್ರಮ ಕೈಗೊಳ್ಳುವ ಭರವಸೆ ನೀಡಿದರು. ಗ್ರಾಮೀಣ ಭಾಗದಲ್ಲಿ ವಿದ್ಯುತ್ ಕಡಿತ ಸಮಸ್ಯೆ ಹೆಚ್ಚಾಗಿದ್ದು ಪರಿಹಾರ ಕಂಡುಕೊಳ್ಳಬೇಕು ಎಂದು ಸಭೆಯಲ್ಲಿ ಒತ್ತಾಯಿಸಲಾಯಿತು.: [1105, 1000, 1322, 1066]
- story-text: ಪುತ್ತಿಗೆ ಸಮೀಪದ ಅಂಗಡಿಮೊಗರು ದೇಲಂಪಾಡಿ ಶ್ರೀ ಮಹಾಲಿಂಗೇಶ್ವರ ದೇವಸ್ಥಾನದಲ್ಲಿ ಬ್ರಹ್ಮಕಲಶೋತ್ಸವವು ಮೇ 6ರಿಂದ 12ರವರೆಗೆ ನಡೆಯಲಿದೆ. ಈ ನಿಟ್ಟಿನಲ್ಲಿ ಸಿದ್ಧತಾ ಸಭೆ ನಡೆಯಿತು. ಕ್ಷೇತ್ರದ ಆಡಳಿತ ಮೊಕ್ತೇಸರರು, ಸಮಿತಿ ಪದಾಧಿಕಾರಿಗಳು ಭಾಗವಹಿಸಿದ್ದರು.: [1033, 2258, 1281, 2340]
- dateline: ಗಂಗೊಳ್ಳಿ:: [340, 330, 379, 345]
- dateline: ನಾಪೋಕ್ಲು:: [32, 651, 75, 665]
